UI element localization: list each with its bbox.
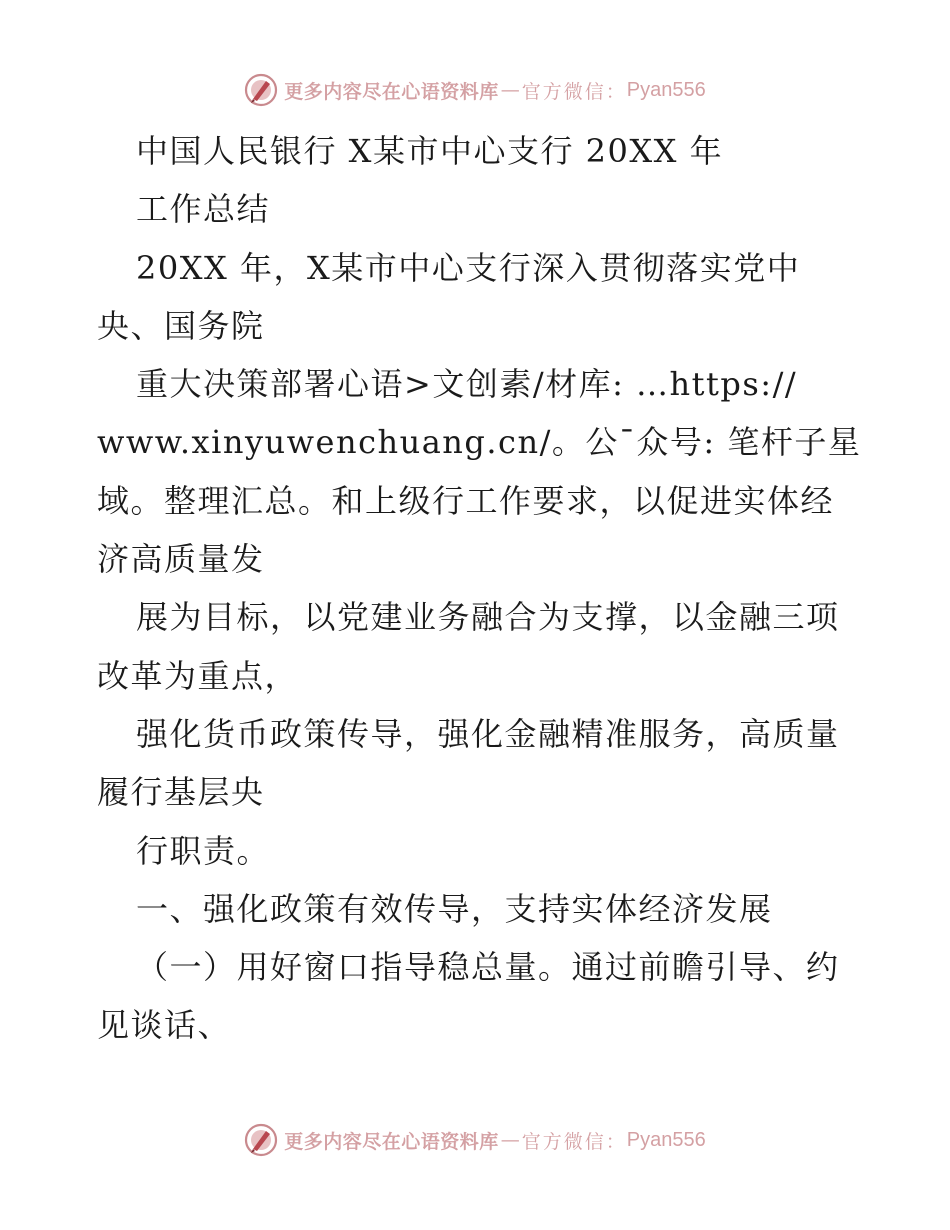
paragraph-line: 域。整理汇总。和上级行工作要求，以促进实体经 bbox=[97, 481, 835, 520]
document-body bbox=[97, 122, 867, 1055]
paragraph-line: 重大决策部署心语>文创素/材库: …https:// bbox=[136, 365, 798, 404]
watermark-separator: — bbox=[500, 1129, 520, 1151]
watermark-wechat-label: 官方微信： bbox=[521, 80, 627, 103]
paragraph-line: 履行基层央 bbox=[97, 773, 265, 812]
paragraph-line: （一）用好窗口指导稳总量。通过前瞻引导、约 bbox=[136, 948, 840, 987]
paragraph-line: 改革为重点， bbox=[97, 656, 299, 695]
document-title-line: 工作总结 bbox=[136, 190, 271, 229]
paragraph-line: 见谈话、 bbox=[97, 1006, 232, 1045]
watermark-separator: — bbox=[500, 79, 520, 101]
paragraph-line: 展为目标，以党建业务融合为支撑，以金融三项 bbox=[136, 598, 840, 637]
watermark-handle: Pyan556 bbox=[626, 78, 706, 101]
watermark-handle: Pyan556 bbox=[626, 1128, 706, 1151]
watermark-brand: 更多内容尽在心语资料库 bbox=[284, 1130, 499, 1153]
section-heading: 一、强化政策有效传导，支持实体经济发展 bbox=[136, 889, 773, 928]
paragraph-line: 央、国务院 bbox=[97, 306, 265, 345]
paragraph-line: 济高质量发 bbox=[97, 540, 265, 579]
paragraph-line: 行职责。 bbox=[136, 831, 271, 870]
watermark-banner-top bbox=[0, 70, 950, 110]
watermark-wechat-label: 官方微信： bbox=[521, 1130, 627, 1153]
watermark-brand: 更多内容尽在心语资料库 bbox=[284, 80, 499, 103]
paragraph-line: 20XX 年，X某市中心支行深入贯彻落实党中 bbox=[136, 248, 801, 287]
quill-logo-icon bbox=[244, 1123, 278, 1157]
paragraph-line: www.xinyuwenchuang.cn/。公¯众号: 笔杆子星 bbox=[97, 423, 862, 462]
paragraph-line: 强化货币政策传导，强化金融精准服务，高质量 bbox=[136, 714, 840, 753]
document-title-line: 中国人民银行 X某市中心支行 20XX 年 bbox=[136, 132, 724, 170]
quill-logo-icon bbox=[244, 73, 278, 107]
watermark-banner-bottom bbox=[0, 1120, 950, 1160]
